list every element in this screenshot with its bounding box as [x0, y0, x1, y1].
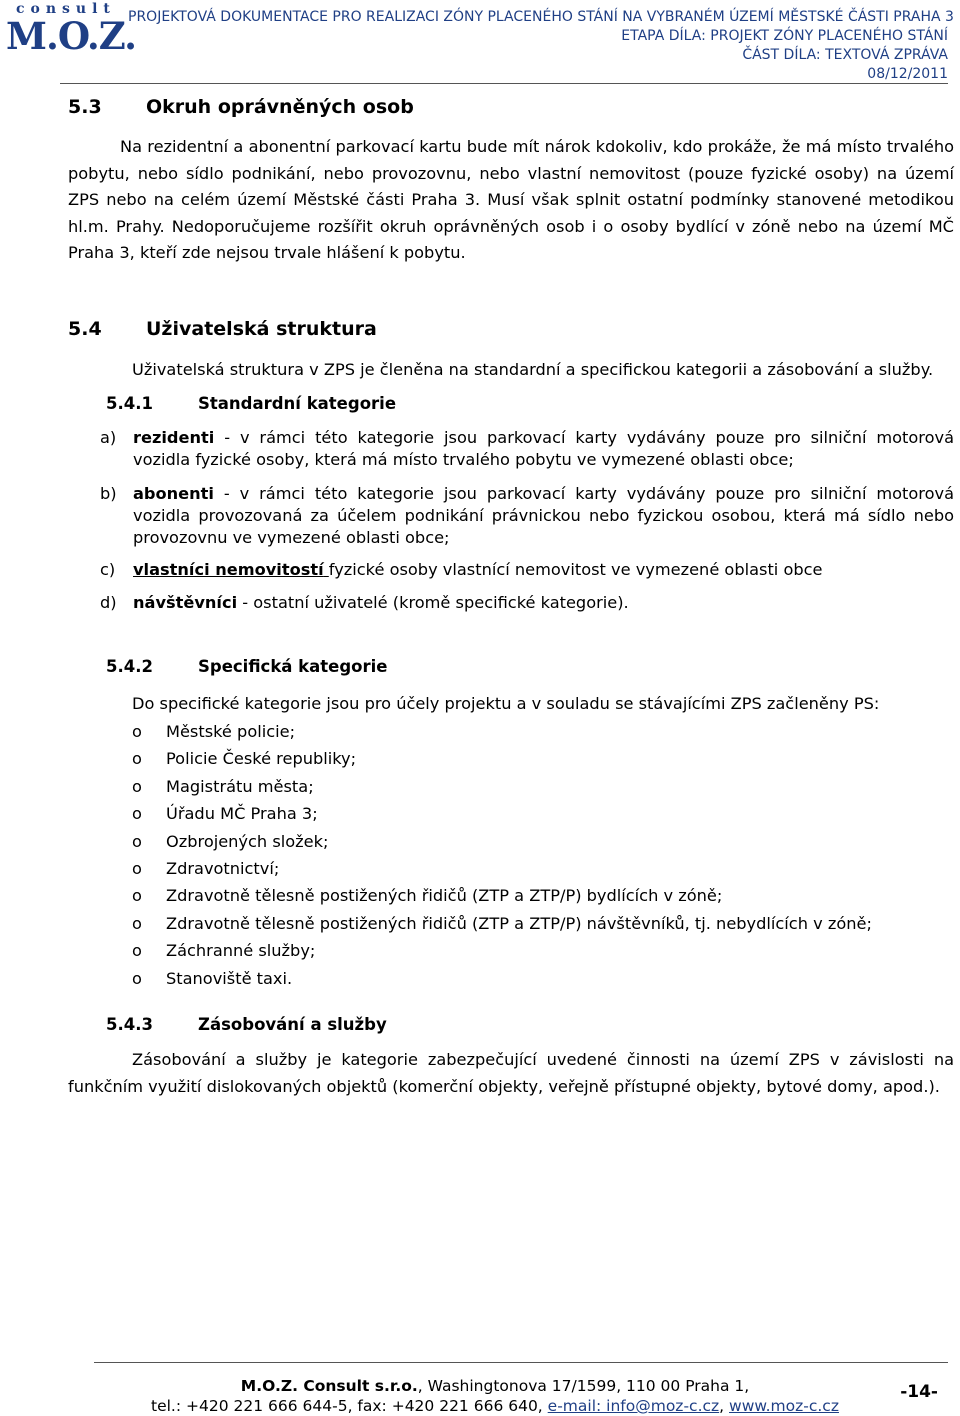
footer-company: M.O.Z. Consult s.r.o. [240, 1377, 418, 1395]
list-item [132, 773, 872, 800]
list-item [132, 937, 872, 964]
section-heading-5-4-1 [106, 394, 396, 413]
list-item [132, 745, 872, 772]
footer-divider [94, 1362, 948, 1363]
header-divider [60, 83, 948, 84]
section-5-4-2-intro: Do specifické kategorie jsou pro účely projektu a v souladu se stávajícími ZPS začleněny PS: [132, 694, 880, 713]
list-text: fyzické osoby vlastnící nemovitost ve vymezené oblasti obce [328, 560, 823, 579]
list-text: Zdravotnictví; [166, 858, 280, 878]
list-label: a) [100, 428, 117, 447]
logo-text: M.O.Z. [6, 14, 137, 58]
list-term: vlastníci nemovitostí [133, 560, 324, 579]
footer-street: , Washingtonova 17/1599, 110 00 Praha 1, [417, 1377, 750, 1395]
list-text: Zdravotně tělesně postižených řidičů (ZTP a ZTP/P) návštěvníků, tj. nebydlících v zóně; [166, 913, 872, 933]
bullet-marker: o [132, 941, 142, 961]
list-item [100, 592, 954, 614]
section-title: Okruh oprávněných osob [146, 96, 414, 118]
list-item [100, 427, 954, 471]
list-item [132, 882, 872, 909]
section-number: 5.4 [68, 318, 102, 340]
list-item [132, 965, 872, 992]
section-number: 5.4.1 [106, 394, 153, 413]
specific-category-list [132, 718, 872, 992]
list-item [132, 910, 872, 937]
header-project: PROJEKTOVÁ DOKUMENTACE PRO REALIZACI ZÓNY PLACENÉHO STÁNÍ NA VYBRANÉM ÚZEMÍ MĚSTSKÉ ČÁSTI PRAHA 3 [128, 9, 954, 25]
list-text: Magistrátu města; [166, 776, 314, 796]
list-item [132, 800, 872, 827]
list-text: Městské policie; [166, 722, 296, 741]
section-number: 5.3 [68, 96, 102, 118]
section-heading-5-4 [68, 318, 377, 340]
section-title: Zásobování a služby [198, 1015, 387, 1034]
section-5-4-paragraph: Uživatelská struktura v ZPS je členěna na standardní a specifickou kategorii a zásobování a služby. [132, 360, 934, 379]
company-logo [6, 1, 137, 62]
list-text: Ozbrojených složek; [166, 831, 329, 851]
list-label: b) [100, 484, 117, 503]
bullet-marker: o [132, 749, 142, 769]
bullet-marker: o [132, 722, 142, 741]
section-heading-5-3 [68, 96, 414, 118]
list-item [132, 855, 872, 882]
section-5-4-3-paragraph: Zásobování a služby je kategorie zabezpečující uvedené činnosti na území ZPS v závislosti na funkčním využití dislokovaných objektů (komerční objekty, veřejně přístupné objekty, bytové domy, apod.). [68, 1050, 954, 1096]
bullet-marker: o [132, 886, 142, 906]
header-stage: ETAPA DÍLA: PROJEKT ZÓNY PLACENÉHO STÁNÍ [621, 28, 948, 44]
footer-separator: , [719, 1397, 730, 1415]
page-number: -14- [900, 1382, 938, 1402]
list-text: Zdravotně tělesně postižených řidičů (ZTP a ZTP/P) bydlících v zóně; [166, 886, 723, 906]
list-item [100, 559, 954, 581]
footer-email-link[interactable]: e-mail: info@moz-c.cz [547, 1397, 720, 1415]
section-heading-5-4-2 [106, 657, 388, 676]
bullet-marker: o [132, 968, 142, 988]
list-text: - v rámci této kategorie jsou parkovací karty vydávány pouze pro silniční motorová vozidla fyzické osoby, která má místo trvalého pobytu ve vymezené oblasti obce; [133, 428, 954, 469]
list-item [132, 828, 872, 855]
list-item [132, 718, 872, 745]
section-5-3-paragraph: Na rezidentní a abonentní parkovací kartu bude mít nárok kdokoliv, kdo prokáže, že má místo trvalého pobytu, nebo sídlo podnikání, nebo provozovnu, nebo vlastní nemovitost (pouze fyzické osoby) na území ZPS nebo na celém území Městské části Praha 3. Musí však splnit ostatní podmínky stanovené metodikou hl.m. Prahy. Nedoporučujeme rozšířit okruh oprávněných osob i o osoby bydlící v zóně nebo na území MČ Praha 3, kteří zde nejsou trvale hlášení k pobytu. [68, 137, 954, 262]
list-label: c) [100, 560, 116, 579]
footer-phone-fax: tel.: +420 221 666 644-5, fax: +420 221 666 640, [151, 1397, 548, 1415]
list-text: - v rámci této kategorie jsou parkovací karty vydávány pouze pro silniční motorová vozidla provozovaná za účelem podnikání právnickou nebo fyzickou osobou, která má sídlo nebo provozovnu ve vymezené oblasti obce; [133, 484, 954, 547]
header-part: ČÁST DÍLA: TEXTOVÁ ZPRÁVA [742, 47, 948, 63]
list-text: - ostatní uživatelé (kromě specifické kategorie). [237, 593, 629, 612]
list-text: Policie České republiky; [166, 749, 357, 769]
list-label: d) [100, 593, 117, 612]
logo-subtext: consult [16, 1, 116, 17]
section-number: 5.4.3 [106, 1015, 153, 1034]
list-term: rezidenti [133, 428, 215, 447]
section-title: Uživatelská struktura [146, 318, 377, 340]
section-number: 5.4.2 [106, 657, 153, 676]
footer-address [110, 1376, 880, 1396]
list-text: Stanoviště taxi. [166, 968, 293, 988]
bullet-marker: o [132, 831, 142, 851]
header-date: 08/12/2011 [867, 66, 948, 82]
bullet-marker: o [132, 804, 142, 824]
section-title: Standardní kategorie [198, 394, 397, 413]
list-term: abonenti [133, 484, 214, 503]
section-title: Specifická kategorie [198, 657, 388, 676]
footer-web-link[interactable]: www.moz-c.cz [729, 1397, 839, 1415]
bullet-marker: o [132, 913, 142, 933]
section-heading-5-4-3 [106, 1015, 387, 1034]
list-text: Úřadu MČ Praha 3; [166, 804, 318, 824]
list-text: Záchranné služby; [166, 941, 316, 961]
list-item [100, 483, 954, 549]
document-header [128, 8, 954, 84]
list-term: návštěvníci [133, 593, 238, 612]
bullet-marker: o [132, 858, 142, 878]
footer-contact [110, 1396, 880, 1416]
bullet-marker: o [132, 776, 142, 796]
